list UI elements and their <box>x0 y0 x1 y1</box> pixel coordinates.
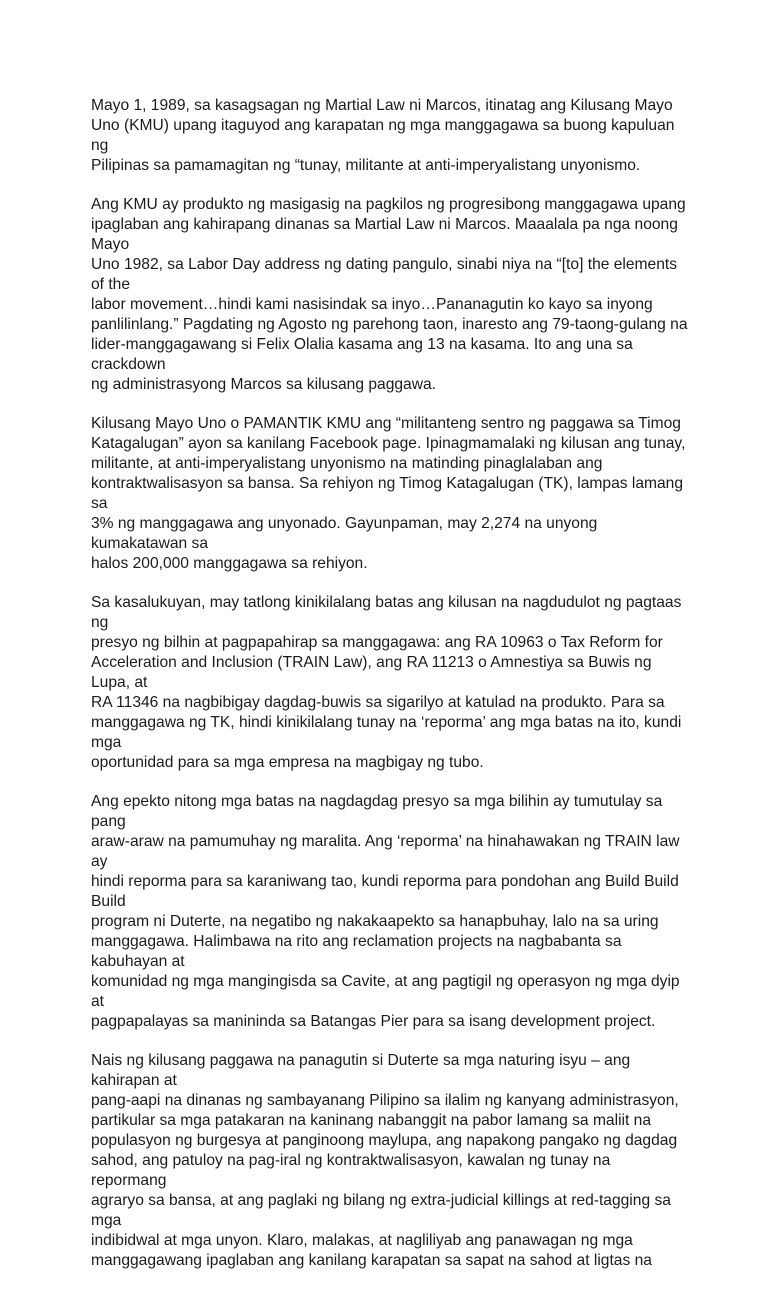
paragraph-3: Kilusang Mayo Uno o PAMANTIK KMU ang “militanteng sentro ng paggawa sa Timog Katagalugan” ayon sa kanilang Facebook page. Ipinagmamalaki ng kilusan ang tunay, militante, at anti-imperyalistang unyonismo na matinding pinaglalaban ang kontraktwalisasyon sa bansa. Sa rehiyon ng Timog Katagalugan (TK), lampas lamang sa 3% ng manggagawa ang unyonado. Gayunpaman, may 2,274 na unyong kumakatawan sa halos 200,000 manggagawa sa rehiyon. <box>91 415 686 572</box>
paragraph-5: Ang epekto nitong mga batas na nagdagdag presyo sa mga bilihin ay tumutulay sa pang araw-araw na pamumuhay ng maralita. Ang ‘reporma’ na hinahawakan ng TRAIN law ay hindi reporma para sa karaniwang tao, kundi reporma para pondohan ang Build Build Build program ni Duterte, na negatibo ng nakakaapekto sa hanapbuhay, lalo na sa uring manggagawa. Halimbawa na rito ang reclamation projects na nagbabanta sa kabuhayan at komunidad ng mga mangingisda sa Cavite, at ang pagtigil ng operasyon ng mga dyip at pagpapalayas sa manininda sa Batangas Pier para sa isang development project. <box>91 793 680 1030</box>
paragraph-1: Mayo 1, 1989, sa kasagsagan ng Martial Law ni Marcos, itinatag ang Kilusang Mayo Uno (KMU) upang itaguyod ang karapatan ng mga manggagawa sa buong kapuluan ng Pilipinas sa pamamagitan ng “tunay, militante at anti-imperyalistang unyonismo. <box>91 97 675 174</box>
paragraph-4: Sa kasalukuyan, may tatlong kinikilalang batas ang kilusan na nagdudulot ng pagtaas ng presyo ng bilhin at pagpapahirap sa manggagawa: ang RA 10963 o Tax Reform for Acceleration and Inclusion (TRAIN Law), ang RA 11213 o Amnestiya sa Buwis ng Lupa, at RA 11346 na nagbibigay dagdag-buwis sa sigarilyo at katulad na produkto. Para sa manggagawa ng TK, hindi kinikilalang tunay na ‘reporma’ ang mga batas na ito, kundi mga oportunidad para sa mga empresa na magbigay ng tubo. <box>91 594 682 771</box>
paragraph-6: Nais ng kilusang paggawa na panagutin si Duterte sa mga naturing isyu – ang kahirapan at pang-aapi na dinanas ng sambayanang Pilipino sa ilalim ng kanyang administrasyon, partikular sa mga patakaran na kaninang nabanggit na pabor lamang sa maliit na populasyon ng burgesya at panginoong maylupa, ang napakong pangako ng dagdag sahod, ang patuloy na pag-iral ng kontraktwalisasyon, kawalan ng tunay na repormang agraryo sa bansa, at ang paglaki ng bilang ng extra-judicial killings at red-tagging sa mga indibidwal at mga unyon. Klaro, malakas, at nagliliyab ang panawagan ng mga manggagawang ipaglaban ang kanilang karapatan sa sapat na sahod at ligtas na <box>91 1052 679 1269</box>
document-page <box>91 96 688 1290</box>
paragraph-2: Ang KMU ay produkto ng masigasig na pagkilos ng progresibong manggagawa upang ipaglaban ang kahirapang dinanas sa Martial Law ni Marcos. Maaalala pa nga noong Mayo Uno 1982, sa Labor Day address ng dating pangulo, sinabi niya na “[to] the elements of the labor movement…hindi kami nasisindak sa inyo…Pananagutin ko kayo sa inyong panlilinlang.” Pagdating ng Agosto ng parehong taon, inaresto ang 79-taong-gulang na lider-manggagawang si Felix Olalia kasama ang 13 na kasama. Ito ang una sa crackdown ng administrasyong Marcos sa kilusang paggawa. <box>91 196 688 393</box>
